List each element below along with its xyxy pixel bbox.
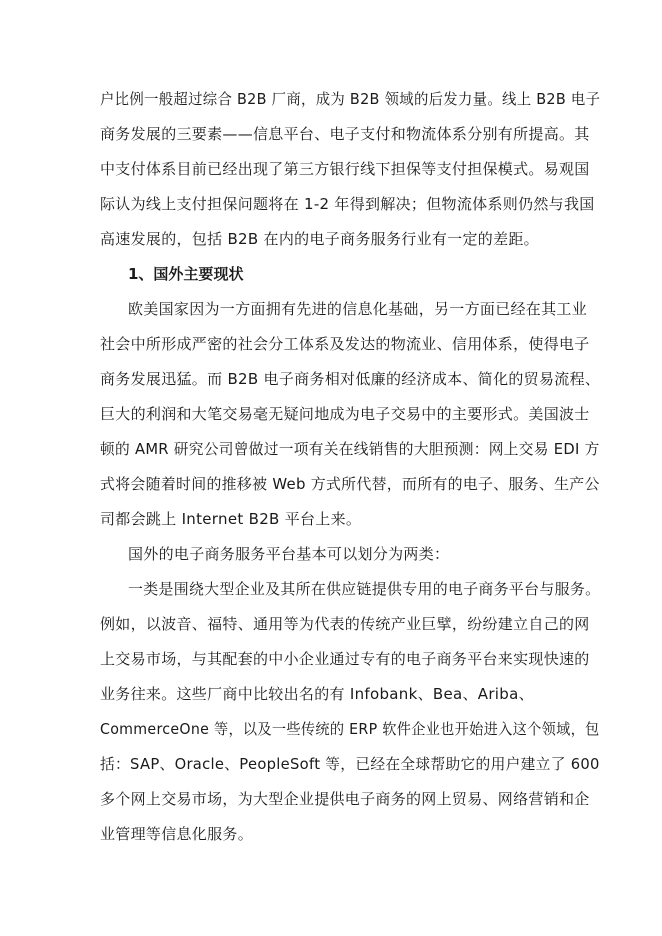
para4-line-6: 括：SAP、Oracle、PeopleSoft 等，已经在全球帮助它的用户建立了 600 (100, 755, 600, 773)
para4-line-8: 业管理等信息化服务。 (100, 825, 254, 843)
para2-line-7: 司都会跳上 Internet B2B 平台上来。 (100, 510, 362, 528)
para2-line-4: 巨大的利润和大笔交易毫无疑问地成为电子交易中的主要形式。美国波士 (100, 405, 590, 423)
para2-line-6: 式将会随着时间的推移被 Web 方式所代替，而所有的电子、服务、生产公 (100, 475, 600, 493)
para1-line-3: 中支付体系目前已经出现了第三方银行线下担保等支付担保模式。易观国 (100, 160, 590, 178)
para4-line-4: 业务往来。这些厂商中比较出名的有 Infobank、Bea、Ariba、 (100, 685, 534, 703)
para2-line-5: 顿的 AMR 研究公司曾做过一项有关在线销售的大胆预测：网上交易 EDI 方 (100, 440, 600, 458)
section-heading: 1、国外主要现状 (128, 265, 244, 283)
para2-line-1: 欧美国家因为一方面拥有先进的信息化基础，另一方面已经在其工业 (128, 300, 588, 318)
para1-line-5: 高速发展的，包括 B2B 在内的电子商务服务行业有一定的差距。 (100, 230, 539, 248)
para4-line-3: 上交易市场，与其配套的中小企业通过专有的电子商务平台来实现快速的 (100, 650, 590, 668)
para1-line-1: 户比例一般超过综合 B2B 厂商，成为 B2B 领域的后发力量。线上 B2B 电子 (100, 90, 601, 108)
para4-line-7: 多个网上交易市场，为大型企业提供电子商务的网上贸易、网络营销和企 (100, 790, 590, 808)
para1-line-4: 际认为线上支付担保问题将在 1-2 年得到解决；但物流体系则仍然与我国 (100, 195, 595, 213)
para2-line-2: 社会中所形成严密的社会分工体系及发达的物流业、信用体系，使得电子 (100, 335, 590, 353)
para4-line-1: 一类是围绕大型企业及其所在供应链提供专用的电子商务平台与服务。 (128, 580, 601, 598)
para2-line-3: 商务发展迅猛。而 B2B 电子商务相对低廉的经济成本、简化的贸易流程、 (100, 370, 601, 388)
para4-line-2: 例如，以波音、福特、通用等为代表的传统产业巨擘，纷纷建立自己的网 (100, 615, 590, 633)
para3-line-1: 国外的电子商务服务平台基本可以划分为两类： (128, 545, 450, 563)
para4-line-5: CommerceOne 等，以及一些传统的 ERP 软件企业也开始进入这个领域，包 (100, 720, 600, 738)
para1-line-2: 商务发展的三要素——信息平台、电子支付和物流体系分别有所提高。其 (100, 125, 590, 143)
